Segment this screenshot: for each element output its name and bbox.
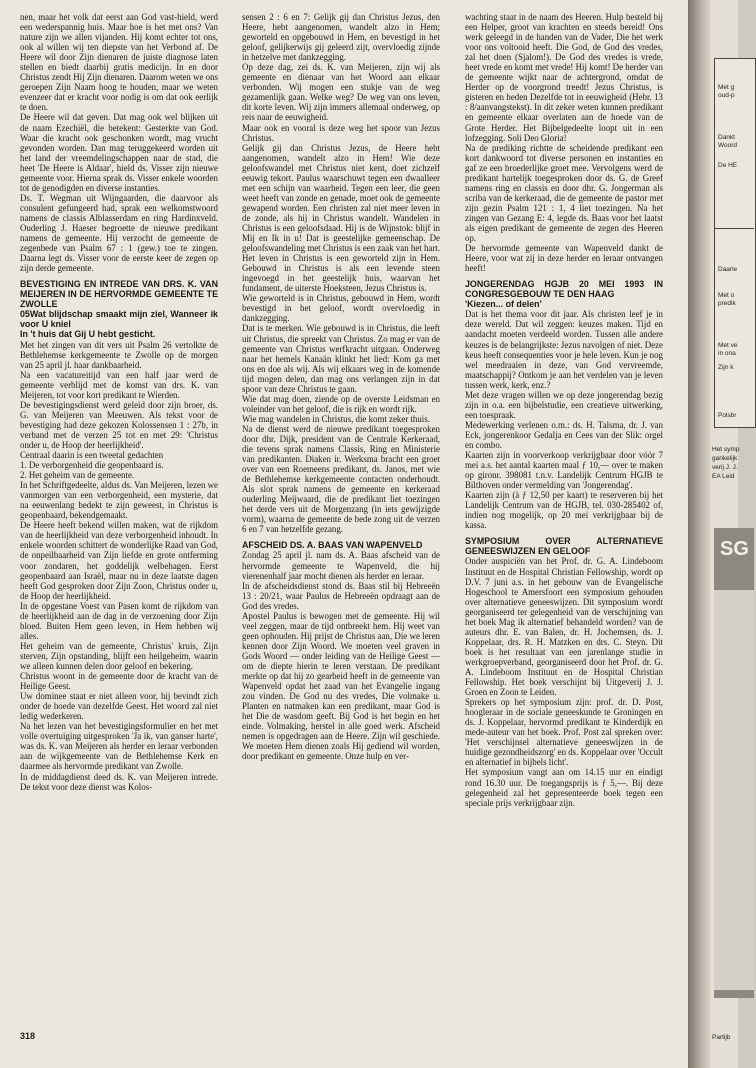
adjacent-text: Het symp: [712, 446, 740, 453]
paragraph: Ds. T. Wegman uit Wijngaarden, die daarvoor als consulent gefungeerd had, sprak een welkomstwoord namens de classis Alblasserdam en ring Hardinxveld. Ouderling J. Haeser begroette de nieuwe predikant namens de gemeente. Hij verzocht de gemeente de zegenbede van Psalm 67 : 1 (gew.) toe te zingen. Daarna legt ds. Visser voor de eerste keer de zegen op zijn derde gemeente.: [20, 192, 218, 274]
text-column-2: [242, 12, 440, 997]
adjacent-page: [710, 0, 749, 1068]
adjacent-text: Partijb: [712, 1034, 731, 1041]
book-gutter: [688, 0, 710, 1068]
article-subheading: 05Wat blijdschap smaakt mijn ziel, Wanneer ik voor U kniel: [20, 309, 218, 330]
paragraph: In de opgestane Voest van Pasen komt de rijkdom van de heerlijkheid aan de dag in de verzoening door Zijn bloed. Buiten Hem geen leven, in Hem hebben wij alles.: [20, 600, 218, 641]
paragraph: Sprekers op het symposium zijn: prof. dr. D. Post, hoogleraar in de sociale geneeskunde te Groningen en ds. J. Koppelaar, hervormd predikant te Kinderdijk en mede-auteur van het boek. Prof. Post zal spreken over: 'Het verschijnsel alternatieve geneeswijzen in de huidige gezondheidszorg' en ds. Koppelaar over 'Occult en alternatief in bijbels licht'.: [465, 697, 663, 768]
paragraph: Het symposium vangt aan om 14.15 uur en eindigt rond 16.30 uur. De toegangsprijs is ƒ 5,—. Bij deze gelegenheid zal het gepresenteerde boek tegen een speciale prijs verkrijgbaar zijn.: [465, 767, 663, 808]
adjacent-text: EA Leid: [712, 473, 735, 480]
article-heading: BEVESTIGING EN INTREDE VAN DRS. K. VAN MEIJEREN IN DE HERVORMDE GEMEENTE TE ZWOLLE: [20, 279, 218, 310]
adjacent-text: Zijn k: [718, 364, 734, 371]
paragraph: Christus woont in de gemeente door de kracht van de Heilige Geest.: [20, 671, 218, 692]
paragraph: Kaarten zijn (à ƒ 12,50 per kaart) te reserveren bij het Landelijk Centrum van de HGJB, tel. 030-285402 of, indien nog mogelijk, op 20 mei verkrijgbaar bij de kassa.: [465, 490, 663, 531]
article-heading: AFSCHEID DS. A. BAAS VAN WAPENVELD: [242, 540, 423, 551]
text-column-1: [20, 12, 218, 952]
adjacent-text: Dankt: [718, 134, 735, 141]
adjacent-text: Met o: [718, 292, 735, 299]
paragraph: Met het zingen van dit vers uit Psalm 26 vertolkte de Bethlehemse kerkgemeente te Zwolle op de morgen van 25 april jl. haar dankbaarheid.: [20, 339, 218, 370]
paragraph: Wie geworteld is in Christus, gebouwd in Hem, wordt bevestigd in het geloof, wordt overvloedig in dankzegging.: [242, 293, 440, 324]
adjacent-text: verij J. J.: [712, 464, 738, 471]
paragraph: In de middagdienst deed ds. K. van Meijeren intrede. De tekst voor deze dienst was Kolos-: [20, 771, 218, 792]
paragraph: Wie mag wandelen in Christus, die komt zeker thuis.: [242, 413, 430, 424]
paragraph: Wie dat mag doen, ziende op de overste Leidsman en voleinder van het geloof, die is rijk en wordt rijk.: [242, 393, 440, 414]
article-heading: JONGERENDAG HGJB 20 MEI 1993 IN CONGRESGEBOUW TE DEN HAAG: [465, 279, 663, 300]
adjacent-ad-panel: [714, 590, 754, 990]
paragraph: In de afscheidsdienst stond ds. Baas stil bij Hebreeën 13 : 20/21, waar Paulus de Hebreeën opdraagt aan de God des vredes.: [242, 580, 440, 611]
paragraph: Apostel Paulus is bewogen met de gemeente. Hij wil veel zeggen, maar de tijd ontbreekt hem. Hij weet van geen ophouden. Hij prijst de Christus aan, Die we leren kennen door Zijn Woord. We moeten veel graven in Gods Woord — onder leiding van de Heilige Geest — om de diepte hierin te leren verstaan. De predikant merkte op dat hij zo gearbeid heeft in de gemeente van Wapenveld opdat het zaad van het Evangelie ingang zou vinden. De God nu des vredes, Die volmake u. Planten en natmaken kan een predikant, maar God is het Die de wasdom geeft. Bij God is het begin en het einde. Volmaking, herstel in alle goed werk. Afscheid nemen is opgedragen aan de Heere. Zijn wil geschiede. We moeten Hem dienen zoals Hij gediend wil worden, door predikant en gemeente. Onze hulp en ver-: [242, 610, 440, 762]
paragraph: In het Schriftgedeelte, aldus ds. Van Meijeren, lezen we vanmorgen van een verborgenheid, een mysterie, dat na eeuwenlang bedekt te zijn geweest, in Christus is geopenbaard, bekendgemaakt.: [20, 480, 218, 521]
paragraph: Kaarten zijn in voorverkoop verkrijgbaar door vóór 7 mei a.s. het aantal kaarten maal ƒ 10,— over te maken op gironr. 398081 t.n.v. Landelijk Centrum HGJB te Bilthoven onder vermelding van 'Jongerendag'.: [465, 450, 663, 491]
adjacent-ad-heading: SG: [720, 538, 749, 560]
paragraph: De Heere wil dat geven. Dat mag ook wel blijken uit de naam Ezechiël, die betekent: Gesterkte van God. Waar die kracht ook geschonken wordt, mag vrucht gevonden worden. Dan mag teruggekeerd worden uit het land der vreemdelingschappen naar de stad, die heet 'De Heere is Aldaar', hield ds. Visser zijn nieuwe gemeente voor. Hierna sprak ds. Visser enkele woorden tot de genodigden en diverse instanties.: [20, 112, 218, 193]
adjacent-text: Met g: [718, 84, 735, 91]
adjacent-page-box-divider: [714, 228, 754, 429]
paragraph: De hervormde gemeente van Wapenveld dankt de Heere, voor wat zij in deze herder en leraar ontvangen heeft!: [465, 243, 663, 274]
paragraph: Uw dominee staat er niet alleen voor, hij bevindt zich onder de hoede van dezelfde Geest. Het woord zal niet ledig wederkeren.: [20, 691, 218, 722]
adjacent-text: in ona: [718, 350, 736, 357]
paragraph: De Heere heeft bekend willen maken, wat de rijkdom van de heerlijkheid van deze verborgenheid inhoudt. In enkele woorden schittert de wonderlijke Raad van God, de onpeilbaarheid van Zijn liefde en grote ontferming voor zondaren, het goddelijk welbehagen. Eerst geopenbaard aan Israël, maar nu in deze laatste dagen heeft God gesproken door Zijn Zoon, Christus onder u, de Hoop der heerlijkheid.: [20, 520, 218, 601]
paragraph: wachting staat in de naam des Heeren. Hulp besteld bij een Helper, groot van krachten en steeds bereid! Ons werk geleegd in de handen van de Vader, Die het werk voor ons voltooid heeft. Die God, de God des vredes, zal het doen (Sjalom!). De God des vredes is vrede, heet vrede en komt met vrede! Hij komt! De herder van de gemeente wijkt naar de achtergrond, omdat de Herder op de voorgrond treedt! Jezus Christus, is gisteren en heden Dezelfde tot in eeuwigheid (Hebr. 13 : 8/aanvangstekst). In dit zeker weten kunnen predikant en gemeente elkaar overlaten aan de hoede van de Grote Herder. Het Bijbelgedeelte loopt uit in een lofzegging. Soli Deo Gloria!: [465, 12, 663, 143]
paragraph: 1. De verborgenheid die geopenbaard is.: [20, 460, 164, 471]
paragraph: Na een vacatureitijd van een half jaar werd de gemeente verblijd met de komst van drs. K. van Meijeren, tot voor kort predikant te Wierden.: [20, 369, 218, 400]
paragraph: Met deze vragen willen we op deze jongerendag bezig zijn in o.a. een bijbelstudie, een creatieve uitwerking, een toespraak.: [465, 389, 663, 420]
paragraph: Maar ook en vooral is deze weg het spoor van Jezus Christus.: [242, 122, 440, 143]
article-subheading: In 't huis dat Gij U hebt gesticht.: [20, 329, 156, 340]
paragraph: Dat is te merken. Wie gebouwd is in Christus, die leeft uit Christus, die spreekt van Christus. Zo mag er van de gemeente van Christus werfkracht uitgaan. Onderweg naar het hemels Kanaän klinkt het lied: Kom ga met ons en doe als wij. Als wij elkaars weg in de komende tijd mogen delen, dan mag ons verlangen zijn in dat spoor van deze Christus te gaan.: [242, 323, 440, 394]
paragraph: Op deze dag, zei ds. K. van Meijeren, zijn wij als gemeente en dienaar van het Woord aan elkaar verbonden. Wij mogen een stukje van de weg gezamenlijk gaan. Welke weg? De weg van ons leven, dit korte leven. Wij zijn immers allemaal onderweg, op reis naar de eeuwigheid.: [242, 62, 440, 123]
paragraph: Centraal daarin is een tweetal gedachten: [20, 450, 164, 461]
adjacent-text: predik: [718, 300, 736, 307]
paragraph: nen, maar het volk dat eerst aan God vast-hield, werd een wederspannig huis. Maar hoe is het met ons? Van nature zijn we allen vijanden. Hij komt echter tot ons, ook al willen wij ten diepste van het Verbond af. De Heere wil door Zijn dienaren de juiste diagnose laten stellen en biedt daarbij gratis medicijn. In en door Christus zendt Hij Zijn dienaren. Daarom weten we ons geroepen Zijn Naam hoog te houden, maar we weten evenzeer dat er kracht voor nodig is om dat ook eerlijk te doen.: [20, 12, 218, 113]
paragraph: 2. Het geheim van de gemeente.: [20, 470, 135, 481]
article-subheading: 'Kiezen... of delen': [465, 299, 542, 310]
article-heading: SYMPOSIUM OVER ALTERNATIEVE GENEESWIJZEN EN GELOOF: [465, 536, 663, 557]
adjacent-text: oud-p: [718, 92, 735, 99]
adjacent-text: Polsbr: [718, 412, 737, 419]
adjacent-text: De HE: [718, 162, 738, 169]
paragraph: Na de dienst werd de nieuwe predikant toegesproken door dhr. Dijk, president van de Centrale Kerkeraad, die tevens sprak namens Classis, Ring en Ministerie van predikanten. Diaken ir. Werksma bracht een groet over van een Roemeens predikant, ds. Janos, met wie de Bethlehemse kerkgemeente contacten onderhoudt. Als slot sprak namens de gemeente en kerkeraad ouderling Meijwaard, die de predikant liet toezingen het derde vers uit de Morgenzang (in iets gewijzigde vorm), waarna de gemeente de bede zong uit de verzen 6 en 7 van hetzelfde gezang.: [242, 423, 440, 535]
text-column-3: [465, 12, 663, 997]
paragraph: De bevestigingsdienst werd geleid door zijn broer, ds. G. van Meijeren van Meeuwen. Als tekst voor de bevestiging had deze gekozen Kolossensen 1 : 27b, in verband met de verzen 25 tot en met 29: 'Christus onder u, de Hoop der heerlijkheid'.: [20, 399, 218, 450]
adjacent-text: Daarle: [718, 266, 738, 273]
adjacent-text: gankelijk: [712, 455, 738, 462]
paragraph: Het geheim van de gemeente, Christus' kruis, Zijn sterven, Zijn opstanding, blijft een heilgeheim, waarin we alleen kunnen delen door geloof en bekering.: [20, 640, 218, 671]
paragraph: Gelijk gij dan Christus Jezus, de Heere hebt aangenomen, wandelt alzo in Hem! Wie deze geloofswandel met Christus niet kent, doet zichzelf eeuwig tekort. Paulus waarschuwt tegen een dwaalleer met een schijn van waarheid. Tegen een leer, die geen weet heeft van zonde en genade, moet ook de gemeente gewapend worden. Een christen zal niet meer leven in de zonde, als hij in Christus wandelt. Wandelen in Christus is een geloofsdaad. Hij is de Wijnstok: blijf in Mij en Ik in u! Dat is geestelijke gemeenschap. De geloofswandeling met Christus is een zaak van het hart. Het leven in Christus is een geworteld zijn in Hem. Gebouwd in Christus is als een levende steen ingevoegd in het geestelijk huis, waarvan het fundament, de uiterste Hoeksteen, Jezus Christus is.: [242, 142, 440, 294]
paragraph: sensen 2 : 6 en 7: Gelijk gij dan Christus Jezus, den Heere, hebt aangenomen, wandelt alzo in Hem; geworteld en opgebouwd in Hem, en bevestigd in het geloof, gelijkerwijs gij geleerd zijt, overvloedig zijnde in hetzelve met dankzegging.: [242, 12, 440, 63]
page-number: 318: [20, 1031, 36, 1041]
paragraph: Medewerking verlenen o.m.: ds. H. Talsma, dr. J. van Eck, jongerenkoor Gedalja en Cees van der Slik: orgel en combo.: [465, 419, 663, 450]
paragraph: Zondag 25 april jl. nam ds. A. Baas afscheid van de hervormde gemeente te Wapenveld, die hij vierenenhalf jaar mocht dienen als herder en leraar.: [242, 550, 440, 581]
paragraph: Na de prediking richtte de scheidende predikant een kort dankwoord tot diverse personen en instanties en gaf ze een broederlijke groet mee. Vervolgens werd de predikant hartelijk toegesproken door ds. G. de Greef namens ring en classis en door dhr. G. Jongerman als scriba van de kerkeraad, die de gemeente de pastor met zijn gezin Psalm 121 : 1, 4 liet toezingen. Na het zingen van Gezang E: 4, legde ds. Baas voor het laatst als eigen predikant de gemeente de zegen des Heeren op.: [465, 142, 663, 244]
paragraph: Dat is het thema voor dit jaar. Als christen leef je in deze wereld. Dat wil zeggen: keuzes maken. Tijd en aandacht moeten verdeeld worden. Tussen alle andere keuzes is de belangrijkste: Jezus navolgen of niet. Deze keus heeft consequenties voor je hele leven. Kun je nog wel meedraaien in deze, van God vervreemde, maatschappij? Ontkom je aan het verdelen van je leven tussen werk, kerk, enz.?: [465, 309, 663, 390]
paragraph: Na het lezen van het bevestigingsformulier en het met volle overtuiging uitgesproken 'Ja ik, van ganser harte', was ds. K. van Meijeren als herder en leraar verbonden aan de wijkgemeente van de Bethlehemse Kerk en daarmee als hervormde predikant van Zwolle.: [20, 721, 218, 772]
adjacent-text: Woord: [718, 142, 738, 149]
adjacent-text: Met ve: [718, 342, 738, 349]
paragraph: Onder auspiciën van het Prof. dr. G. A. Lindeboom Instituut en de Hospital Christian Fellowship, wordt op D.V. 7 juni a.s. in het gebouw van de Evangelische Hogeschool te Amersfoort een symposium gehouden over alternatieve geneeswijzen. Dit symposium wordt georganiseerd ter gelegenheid van de verschijning van het boek Mag ik alternatief behandeld worden? van de auteurs dhr. E. van Balen, dr. H. Jochemsen, ds. J. Koppelaar, drs. R. H. Matzken en drs. C. Steyn. Dit boek is het resultaat van een jarenlange studie in werkgroepverband, georganiseerd door het Prof. dr. G. A. Lindeboom Instituut en de Hospital Christian Fellowship. Het boek verschijnt bij Uitgeverij J. J. Groen en Zoon te Leiden.: [465, 556, 663, 698]
